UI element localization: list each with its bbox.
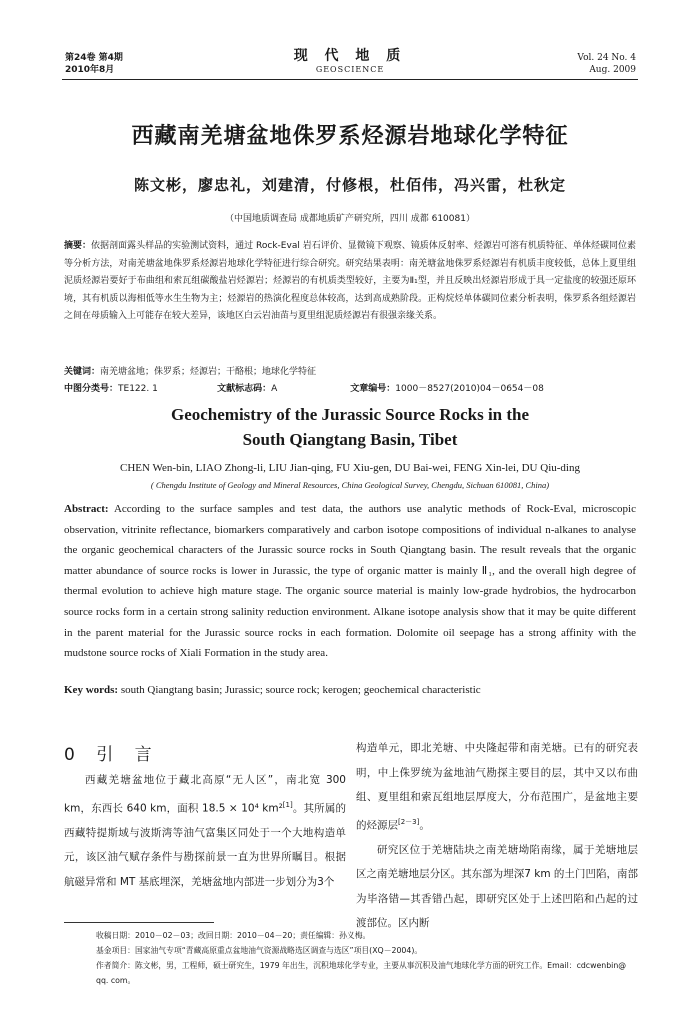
issue-info: [65, 52, 123, 76]
title-en-line1: Geochemistry of the Jurassic Source Rocks in the: [170, 405, 530, 424]
footnotes: [96, 928, 636, 988]
title-en-line2: South Qiangtang Basin, Tibet: [242, 430, 458, 449]
abstract-label-cn: 摘要：: [64, 241, 92, 251]
date-en: Aug. 2009: [589, 65, 636, 75]
article-no-label: 文章编号：: [350, 384, 396, 394]
abstract-en: [64, 499, 636, 664]
keywords-en: south Qiangtang basin; Jurassic; source rock; kerogen; geochemical characteristic: [120, 684, 481, 696]
footnote-divider: [64, 922, 214, 923]
section-heading: 0 引 言: [64, 745, 160, 765]
footnote-funding: 基金项目：国家油气专项“青藏高原重点盆地油气资源战略选区调查与选区”项目(XQ－2004)。: [96, 946, 423, 955]
keywords-en-block: [64, 684, 636, 696]
paragraph-text-cont: 。其所属的西藏特提斯域与波斯湾等油气富集区同处于一个大地构造单元，该区油气赋存条件与勘探前景一直为世界所瞩目。根据航磁异常和 MT 基底埋深，羌塘盆地内部进一步划分为3个: [64, 802, 346, 888]
authors-en: CHEN Wen-bin, LIAO Zhong-li, LIU Jian-qing, FU Xiu-gen, DU Bai-wei, FENG Xin-lei, DU Qiu-ding: [120, 462, 580, 474]
affiliation-en: ( Chengdu Institute of Geology and Mineral Resources, China Geological Survey, Chengdu, Sichuan 610081, China): [150, 480, 550, 490]
journal-name-cn: 现 代 地 质: [293, 48, 407, 64]
paragraph: [64, 768, 346, 894]
footnote-dates: 收稿日期：2010－02－03；改回日期：2010－04－20；责任编辑：孙义梅。: [96, 931, 371, 940]
clc-label: 中图分类号：: [64, 384, 119, 394]
keywords-cn-block: [64, 364, 636, 394]
paragraph: [356, 736, 638, 838]
abstract-cn: [64, 238, 636, 326]
journal-name-en: GEOSCIENCE: [315, 65, 385, 74]
paragraph: 研究区位于羌塘陆块之南羌塘坳陷南缘，属于羌塘地层区之南羌塘地层分区。其东部为埋深7 km 的土门凹陷，南部为毕洛错—其香错凸起，即研究区处于上述凹陷和凸起的过渡部位。区内断: [356, 843, 638, 929]
authors-cn: 陈文彬，廖忠礼，刘建清，付修根，杜佰伟，冯兴雷，杜秋定: [133, 176, 566, 194]
date-cn: 2010年8月: [65, 65, 115, 75]
body-right-column: [356, 736, 638, 936]
paragraph-text: 构造单元，即北羌塘、中央隆起带和南羌塘。已有的研究表明，中上侏罗统为盆地油气勘探主要目的层，其中又以布曲组、夏里组和索瓦组地层厚度大，分布范围广，是盆地主要的烃源层: [356, 742, 638, 831]
doc-code-label: 文献标志码：: [217, 384, 272, 394]
keywords-cn: 南羌塘盆地；侏罗系；烃源岩；干酪根；地球化学特征: [100, 367, 317, 377]
clc-value: TE122. 1: [118, 384, 158, 394]
paragraph-end: 。: [419, 819, 430, 831]
volume-en: Vol. 24 No. 4: [577, 53, 636, 63]
volume-cn: 第24卷 第4期: [65, 53, 123, 63]
keywords-label-cn: 关键词：: [64, 367, 101, 377]
abstract-text-en: According to the surface samples and test data, the authors use analytic methods of Rock-Eval, microscopic observation, vitrinite reflectance, biomarkers comparatively and carbon isotope compositions of individual n-alkanes to analyse the organic geochemical characters of the Jurassic source rocks in South Qiangtang basin. The result reveals that the organic matter abundance of source rocks is lower in Jurassic, the type of organic matter is mainly Ⅱ₁, and the overall high degree of thermal evolution to achieve high mature stage. The organic source material is mainly low-grade hydrobios, the hydrocarbon source rocks form in a certain strong salinity reduction environment. Alkane isotope analysis show that it may be quite different in the parent material for the Jurassic source rocks in each formation. Dolomite oil seepage has a strong affinity with the mudstone source rocks of Xiali Formation in the study area.: [64, 503, 636, 660]
journal-name: [250, 48, 450, 75]
footnote-author-bio: 作者简介：陈文彬，男，工程师，硕士研究生，1979 年出生，沉积地球化学专业，主要从事沉积及油气地球化学方面的研究工作。Email：cdcwenbin@ qq. com。: [96, 961, 627, 985]
doc-code-value: A: [271, 384, 278, 394]
affiliation-cn: （中国地质调查局 成都地质矿产研究所，四川 成都 610081）: [225, 214, 475, 224]
keywords-label-en: Key words:: [64, 684, 119, 696]
citation-ref: [1]: [282, 800, 293, 809]
abstract-text-cn: 依据剖面露头样品的实验测试资料，通过 Rock-Eval 岩石评价、显微镜下观察、镜质体反射率、烃源岩可溶有机质特征、单体烃碳同位素等分析方法，对南羌塘盆地侏罗系烃源岩地球化学特征进行综合研究。研究结果表明：南羌塘盆地侏罗系烃源岩有机质丰度较低，总体上夏里组泥质烃源岩要好于布曲组和索瓦组碳酸盐岩烃源岩；烃源岩的有机质类型较好，主要为Ⅱ₁型，并且反映出烃源岩形成于具一定盐度的较强还原环境，其有机质以海相低等水生生物为主；烃源岩的热演化程度总体较高，达到高成熟阶段。正构烷烃单体碳同位素分析表明，侏罗系各组烃源岩之间在母质输入上可能存在较大差异，该地区白云岩油苗与夏里组泥质烃源岩有很强亲缘关系。: [64, 241, 636, 321]
body-left-column: [64, 768, 346, 894]
article-no-value: 1000－8527(2010)04－0654－08: [395, 384, 544, 394]
title-cn: 西藏南羌塘盆地侏罗系烃源岩地球化学特征: [131, 124, 569, 149]
title-en: [60, 402, 640, 452]
header-divider: [62, 79, 638, 80]
abstract-label-en: Abstract:: [64, 503, 109, 515]
paragraph-text: 西藏羌塘盆地位于藏北高原“无人区”，南北宽 300 km，东西长 640 km，面积 18.5 × 10⁴ km²: [64, 774, 346, 814]
citation-ref: [2－3]: [398, 817, 420, 826]
issue-info-en: [577, 52, 636, 76]
